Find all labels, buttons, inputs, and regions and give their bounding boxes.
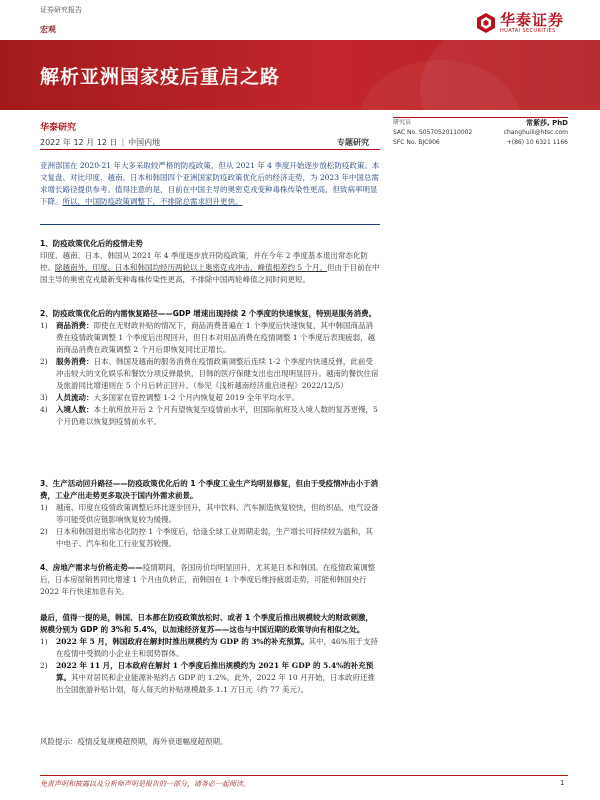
item-label: 商品消费：: [56, 321, 94, 330]
item-text: 即使在无财政补贴的情况下，商品消费普遍在 1 个季度后快速恢复，其中韩国商品消费在疫情政策调整 1 个季度后出现回升，但日本对用品消费在疫情调整 1 个季度后表现疲弱，越南商品消费在政策调整 2 个月后即恢复同比正增长。: [56, 321, 376, 354]
item-label: 人员流动：: [56, 393, 94, 402]
list-item: 1) 商品消费：即使在无财政补贴的情况下，商品消费普遍在 1 个季度后快速恢复，其中韩国商品消费在疫情政策调整 1 个季度后出现回升，但日本对用品消费在疫情调整 1 个季度后表现疲弱，越南商品消费在政策调整 2 个月后即恢复同比正增长。: [40, 321, 376, 354]
list-item: 1) 2022 年 5 月，韩国政府在解封时推出规模约为 GDP 的 3%的补充预算。其中，46%用于支持在疫情中受损的小企业主和弱势群体。: [40, 637, 378, 658]
summary-divider: [40, 224, 380, 225]
title-banner: [0, 40, 600, 110]
logo-english-text: HUATAI SECURITIES: [499, 28, 556, 34]
analyst-sfc: SFC No. BJC906: [393, 139, 440, 146]
report-type: 证券研究报告: [40, 6, 82, 14]
section-3-heading: 3、生产活动回升路径——防疫政策优化后的 1 个季度工业生产均明显修复，但由于受疫情冲击小于消费，工业产出走势更多取决于国内外需求前景。: [40, 479, 379, 500]
section-4-heading: 4、房地产需求与价格走势——: [40, 563, 143, 572]
section-4-text: 疫情期间，各国房价均明显回升，尤其是日本和韩国。在疫情政策调整后，日本房屋销售同比增速 1 个月由负转正，而韩国在 1 个季度后维持疲弱走势，可能和韩国央行 2022 年行快速加息有关。: [40, 563, 376, 596]
logo-chinese-text: 华泰证券: [499, 11, 564, 29]
section-1-underline: 除越南外，印度、日本和韩国均经历两轮以上奥密克戎冲击，峰值相差约 5 个月。: [55, 263, 328, 272]
summary-conclusion: 所以，中国防疫政策调整下，不排除总需求回升更快。: [62, 197, 243, 206]
closing-section: [40, 612, 380, 696]
date-line: 2022 年 12 月 12 日 | 中国内地: [40, 138, 161, 147]
list-item: 1) 越南、印度在疫情政策调整后环比逐步回升，其中饮料、汽车制造恢复较快，但纺织品、电气设备等可能受供应链影响恢复较为缓慢。: [40, 503, 379, 524]
analyst-name: 常紫莎, PhD: [525, 119, 568, 127]
list-item: 2) 日本和韩国退出常态化防控 1 个季度后，恰逢全球工业周期走弱，生产增长可持续较为温和，其中电子、汽车和化工行业复苏较慢。: [40, 527, 374, 548]
section-1-text: 印度、越南、日本、韩国从 2021 年 4 季度逐步放开防疫政策，并在今年 2 季度基本退出常态化防控。: [40, 251, 368, 272]
footer-divider: [40, 775, 568, 776]
header-divider: [40, 149, 380, 150]
analyst-phone: +(86) 10 6321 1166: [506, 139, 568, 146]
item-text: 本土航班放开后 2 个月有望恢复至疫情前水平，但国际航班及入境人数的复苏更慢，5 个月仍难以恢复到疫情前水平。: [56, 405, 378, 426]
huatai-logo-icon: [476, 12, 496, 34]
list-item: 2) 2022 年 11 月，日本政府在解封 1 个季度后推出规模约为 2021 年 GDP 的 5.4%的补充预算。其中对居民和企业能源补贴约占 GDP 的 1.2%。此外，2022 年 10 月开始，日本政府还推出全国旅游补贴计划，每人每天的补贴规模最多 1.1 万日元（约 77 美元）。: [40, 661, 376, 694]
item-label: 服务消费：: [56, 357, 94, 366]
report-topic: 专题研究: [337, 138, 369, 147]
item-text: 日本、韩国及越南的服务消费在疫情政策调整后连续 1-2 个季度内快速反弹，此前受冲击较大的文化娱乐和餐饮分项反弹最快，目韩的医疗保健支出也出现明显回升。越南的餐饮住宿及旅游同比增速则在 5 个月后转正回升。（参见《浅析越南经济重启进程》2022/12/5）: [56, 357, 379, 390]
list-item: 2) 服务消费：日本、韩国及越南的服务消费在疫情政策调整后连续 1-2 个季度内快速反弹，此前受冲击较大的文化娱乐和餐饮分项反弹最快，目韩的医疗保健支出也出现明显回升。越南的餐饮住宿及旅游同比增速则在 5 个月后转正回升。（参见《浅析越南经济重启进程》2022/12/5）: [40, 357, 379, 390]
summary-block: [40, 160, 380, 208]
page-number: 1: [560, 779, 565, 787]
analyst-role: 研究员: [393, 119, 412, 126]
item-label: 入境人数：: [56, 405, 94, 414]
section-1: [40, 238, 380, 286]
section-1-text2: 但由于目前在中国主导的奥密克戎最新变种毒株传染性更高，不排除中国两轮峰值之间时间更短。: [40, 263, 380, 284]
huatai-logo: [476, 12, 564, 34]
analyst-sac: SAC No. S0570520110002: [393, 129, 473, 136]
section-3: [40, 478, 380, 550]
closing-heading: 最后，值得一提的是，韩国、日本都在防疫政策放松时、或者 1 个季度后推出规模较大的财政刺激，规模分别为 GDP 的 3%和 5.4%，以加速经济复苏——这也与中国近期的政策导向有相似之处。: [40, 613, 373, 634]
footer-disclaimer: 免责声明和披露以及分析师声明是报告的一部分，请务必一起阅读。: [40, 780, 250, 788]
report-category: 宏观: [40, 25, 56, 34]
item-text: 大多国家在管控调整 1-2 个月内恢复超 2019 全年平均水平。: [93, 393, 300, 402]
analyst-top-divider: [393, 117, 568, 118]
report-title: 解析亚洲国家疫后重启之路: [40, 66, 281, 88]
analyst-card: [393, 118, 568, 148]
research-label: 华泰研究: [40, 123, 77, 133]
section-2: [40, 308, 380, 428]
section-4: [40, 562, 380, 598]
section-1-heading: 1、防疫政策优化后的疫情走势: [40, 239, 143, 248]
analyst-email[interactable]: changhuili@htsc.com: [503, 129, 568, 136]
section-2-heading: 2、防疫政策优化后的内需恢复路径——GDP 增速出现持续 2 个季度的快速恢复，特别是服务消费。: [40, 309, 377, 318]
report-region: 中国内地: [128, 138, 161, 147]
list-item: 3) 人员流动：大多国家在管控调整 1-2 个月内恢复超 2019 全年平均水平。: [40, 393, 300, 402]
summary-text: 亚洲部国在 2020-21 年大多采取较严格的防疫政策，但从 2021 年 4 季度开始逐步放松防疫政策。本文复盘、对比印度、越南、日本和韩国四个亚洲国家防疫政策优化后的经济走势，为 2023 年中国总需求增长路径提供参考。值得注意的是，目前在中国主导的奥密克戎变种毒株传染性更高，但致病率明显下降。: [40, 161, 380, 206]
risk-warning: 风险提示：疫情反复规模超预期，海外衰退幅度超预期。: [40, 737, 228, 746]
list-item: 4) 入境人数：本土航班放开后 2 个月有望恢复至疫情前水平，但国际航班及入境人数的复苏更慢，5 个月仍难以恢复到疫情前水平。: [40, 405, 378, 426]
report-date: 2022 年 12 月 12 日: [40, 138, 118, 147]
risk-section: [40, 736, 380, 748]
